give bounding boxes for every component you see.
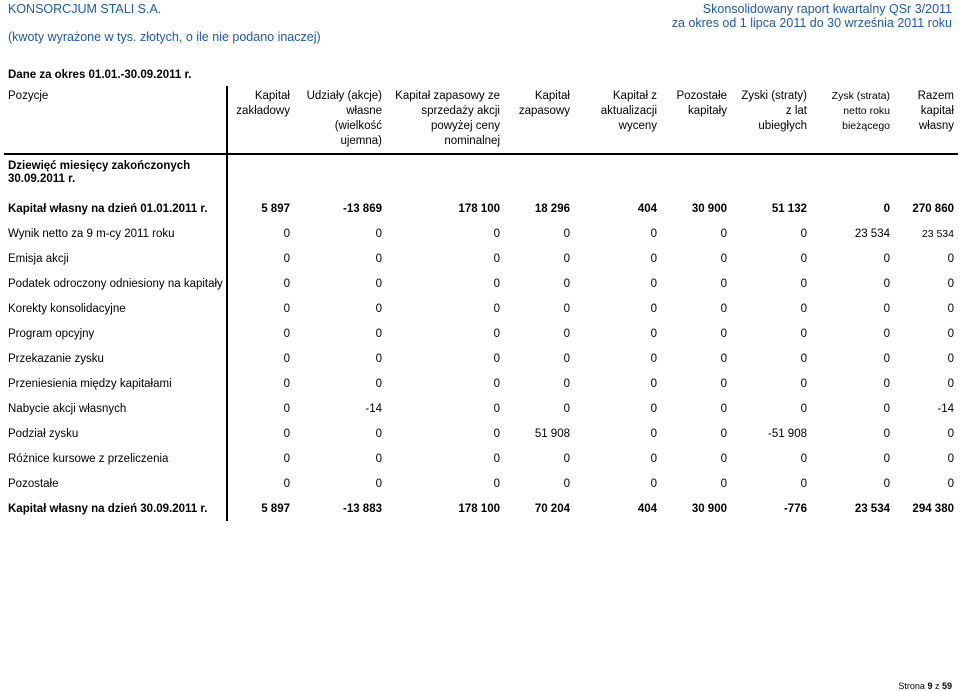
cell-value: 0 xyxy=(650,277,657,290)
cell-value: 0 xyxy=(563,402,570,415)
cell-value: 51 908 xyxy=(534,427,570,440)
cell-value: 70 204 xyxy=(534,502,570,515)
cell-value: 0 xyxy=(375,252,382,265)
footer-total: 59 xyxy=(941,681,952,691)
cell-value: 0 xyxy=(493,352,500,365)
cell-value: 0 xyxy=(720,452,727,465)
row-label: Różnice kursowe z przeliczenia xyxy=(4,446,227,471)
cell-value: 0 xyxy=(800,227,807,240)
cell-value: 5 897 xyxy=(261,202,290,215)
cell-value: 30 900 xyxy=(691,502,727,515)
page-footer xyxy=(898,681,952,691)
cell-value: 0 xyxy=(720,352,727,365)
cell-value: 0 xyxy=(493,477,500,490)
cell-value: 0 xyxy=(493,252,500,265)
table-header-row xyxy=(4,86,958,154)
cell-value: 23 534 xyxy=(854,227,890,240)
footer-prefix: Strona xyxy=(898,681,925,691)
cell-value: 0 xyxy=(883,352,890,365)
cell-value: 0 xyxy=(283,402,290,415)
cell-value: 0 xyxy=(650,377,657,390)
cell-value: 0 xyxy=(947,252,954,265)
cell-value: 178 100 xyxy=(458,502,500,515)
cell-value: 0 xyxy=(883,302,890,315)
cell-value: -14 xyxy=(937,402,954,415)
cell-value: 0 xyxy=(800,402,807,415)
cell-value: 0 xyxy=(375,352,382,365)
cell-value: 0 xyxy=(283,227,290,240)
cell-value: 0 xyxy=(283,277,290,290)
cell-value: 0 xyxy=(375,302,382,315)
table-row xyxy=(4,446,958,471)
units-note: (kwoty wyrażone w tys. złotych, o ile nie podano inaczej) xyxy=(8,30,321,44)
cell-value: 0 xyxy=(375,277,382,290)
cell-value: 0 xyxy=(563,352,570,365)
footer-sep: z xyxy=(934,681,940,691)
cell-value: 0 xyxy=(650,477,657,490)
company-name: KONSORCJUM STALI S.A. xyxy=(8,2,162,16)
cell-value: 404 xyxy=(637,502,657,515)
cell-value: 0 xyxy=(947,427,954,440)
cell-value: 0 xyxy=(563,252,570,265)
table-row xyxy=(4,371,958,396)
cell-value: -13 883 xyxy=(342,502,382,515)
cell-value: 0 xyxy=(720,327,727,340)
report-title: Skonsolidowany raport kwartalny QSr 3/2011 xyxy=(702,2,952,16)
cell-value: 0 xyxy=(375,327,382,340)
cell-value: 0 xyxy=(283,377,290,390)
cell-value: 23 534 xyxy=(854,502,890,515)
table-row xyxy=(4,496,958,521)
cell-value: 0 xyxy=(800,302,807,315)
cell-value: 0 xyxy=(283,327,290,340)
col-header-razem: Razem kapitał własny xyxy=(894,86,958,154)
cell-value: 0 xyxy=(563,327,570,340)
cell-value: 0 xyxy=(650,427,657,440)
table-row xyxy=(4,246,958,271)
cell-value: 0 xyxy=(883,327,890,340)
cell-value: 0 xyxy=(563,277,570,290)
table-row xyxy=(4,296,958,321)
row-label: Wynik netto za 9 m-cy 2011 roku xyxy=(4,221,227,246)
cell-value: 0 xyxy=(375,377,382,390)
cell-value: 0 xyxy=(720,227,727,240)
footer-page: 9 xyxy=(927,681,933,691)
col-header-kapital-zapasowy-emisja: Kapitał zapasowy ze sprzedaży akcji powyżej ceny nominalnej xyxy=(386,86,504,154)
cell-value: 0 xyxy=(883,427,890,440)
cell-value: 0 xyxy=(650,252,657,265)
col-header-kapital-zapasowy: Kapitał zapasowy xyxy=(504,86,574,154)
row-label: Kapitał własny na dzień 01.01.2011 r. xyxy=(4,196,227,221)
cell-value: 0 xyxy=(493,302,500,315)
cell-value: 0 xyxy=(650,402,657,415)
cell-value: 0 xyxy=(720,477,727,490)
cell-value: 0 xyxy=(650,352,657,365)
table-row xyxy=(4,421,958,446)
cell-value: -776 xyxy=(783,502,807,515)
cell-value: 0 xyxy=(720,427,727,440)
row-label: Podatek odroczony odniesiony na kapitały xyxy=(4,271,227,296)
cell-value: 0 xyxy=(283,452,290,465)
cell-value: 0 xyxy=(493,377,500,390)
cell-value: 0 xyxy=(493,277,500,290)
cell-value: 0 xyxy=(947,452,954,465)
cell-value: 0 xyxy=(720,302,727,315)
cell-value: 0 xyxy=(800,277,807,290)
cell-value: 0 xyxy=(800,352,807,365)
table-row xyxy=(4,221,958,246)
section-label: Dziewięć miesięcy zakończonych 30.09.2011 r. xyxy=(4,154,227,196)
cell-value: 18 296 xyxy=(534,202,570,215)
cell-value: -14 xyxy=(365,402,382,415)
cell-value: 0 xyxy=(493,427,500,440)
cell-value: 0 xyxy=(283,427,290,440)
cell-value: 0 xyxy=(650,452,657,465)
cell-value: 51 132 xyxy=(771,202,807,215)
row-label: Nabycie akcji własnych xyxy=(4,396,227,421)
col-header-kapital-aktualizacji: Kapitał z aktualizacji wyceny xyxy=(574,86,661,154)
table-row xyxy=(4,321,958,346)
cell-value: 0 xyxy=(720,252,727,265)
row-label: Przekazanie zysku xyxy=(4,346,227,371)
col-header-pozycje: Pozycje xyxy=(4,86,227,154)
cell-value: 0 xyxy=(563,477,570,490)
row-label: Program opcyjny xyxy=(4,321,227,346)
cell-value: 0 xyxy=(563,227,570,240)
cell-value: 0 xyxy=(493,452,500,465)
cell-value: 0 xyxy=(375,452,382,465)
cell-value: 0 xyxy=(283,477,290,490)
cell-value: 0 xyxy=(883,377,890,390)
cell-value: 0 xyxy=(283,252,290,265)
cell-value: 0 xyxy=(883,402,890,415)
cell-value: 23 534 xyxy=(921,227,954,240)
row-label: Pozostałe xyxy=(4,471,227,496)
table-row xyxy=(4,271,958,296)
cell-value: 0 xyxy=(947,277,954,290)
cell-value: 0 xyxy=(283,302,290,315)
cell-value: 294 380 xyxy=(912,502,954,515)
row-label: Korekty konsolidacyjne xyxy=(4,296,227,321)
cell-value: 0 xyxy=(947,327,954,340)
report-period: za okres od 1 lipca 2011 do 30 września 2011 roku xyxy=(671,16,952,30)
period-label: Dane za okres 01.01.-30.09.2011 r. xyxy=(8,69,192,81)
cell-value: 0 xyxy=(720,277,727,290)
cell-value: 0 xyxy=(883,477,890,490)
cell-value: -13 869 xyxy=(342,202,382,215)
row-label: Przeniesienia między kapitałami xyxy=(4,371,227,396)
cell-value: 270 860 xyxy=(912,202,954,215)
table-row xyxy=(4,196,958,221)
cell-value: 0 xyxy=(650,227,657,240)
cell-value: 0 xyxy=(563,377,570,390)
table-row xyxy=(4,396,958,421)
cell-value: 0 xyxy=(493,227,500,240)
cell-value: 0 xyxy=(800,452,807,465)
cell-value: 0 xyxy=(800,477,807,490)
section-row xyxy=(4,154,958,196)
cell-value: 0 xyxy=(375,227,382,240)
cell-value: 0 xyxy=(650,327,657,340)
cell-value: 5 897 xyxy=(261,502,290,515)
cell-value: 0 xyxy=(375,477,382,490)
col-header-pozostale-kapitaly: Pozostałe kapitały xyxy=(661,86,731,154)
row-label: Kapitał własny na dzień 30.09.2011 r. xyxy=(4,496,227,521)
cell-value: 0 xyxy=(650,302,657,315)
cell-value: 0 xyxy=(563,302,570,315)
cell-value: 0 xyxy=(493,327,500,340)
col-header-zyski-lat-ubieglych: Zyski (straty) z lat ubiegłych xyxy=(731,86,811,154)
table-row xyxy=(4,346,958,371)
row-label: Podział zysku xyxy=(4,421,227,446)
cell-value: 0 xyxy=(947,302,954,315)
cell-value: 0 xyxy=(563,452,570,465)
cell-value: 0 xyxy=(720,402,727,415)
cell-value: 0 xyxy=(800,377,807,390)
cell-value: 0 xyxy=(883,277,890,290)
cell-value: 0 xyxy=(947,352,954,365)
cell-value: 0 xyxy=(493,402,500,415)
col-header-kapital-zakladowy: Kapitał zakładowy xyxy=(227,86,294,154)
cell-value: 0 xyxy=(375,427,382,440)
cell-value: 0 xyxy=(947,477,954,490)
cell-value: 178 100 xyxy=(458,202,500,215)
cell-value: 0 xyxy=(800,252,807,265)
cell-value: 30 900 xyxy=(691,202,727,215)
cell-value: 404 xyxy=(637,202,657,215)
cell-value: 0 xyxy=(883,202,890,215)
cell-value: 0 xyxy=(283,352,290,365)
row-label: Emisja akcji xyxy=(4,246,227,271)
cell-value: 0 xyxy=(883,252,890,265)
col-header-udzialy-wlasne: Udziały (akcje) własne (wielkość ujemna) xyxy=(294,86,386,154)
equity-changes-table xyxy=(4,86,958,521)
cell-value: -51 908 xyxy=(767,427,807,440)
cell-value: 0 xyxy=(720,377,727,390)
cell-value: 0 xyxy=(883,452,890,465)
col-header-zysk-netto: Zysk (strata) netto roku bieżącego xyxy=(811,86,894,154)
table-row xyxy=(4,471,958,496)
cell-value: 0 xyxy=(800,327,807,340)
cell-value: 0 xyxy=(947,377,954,390)
